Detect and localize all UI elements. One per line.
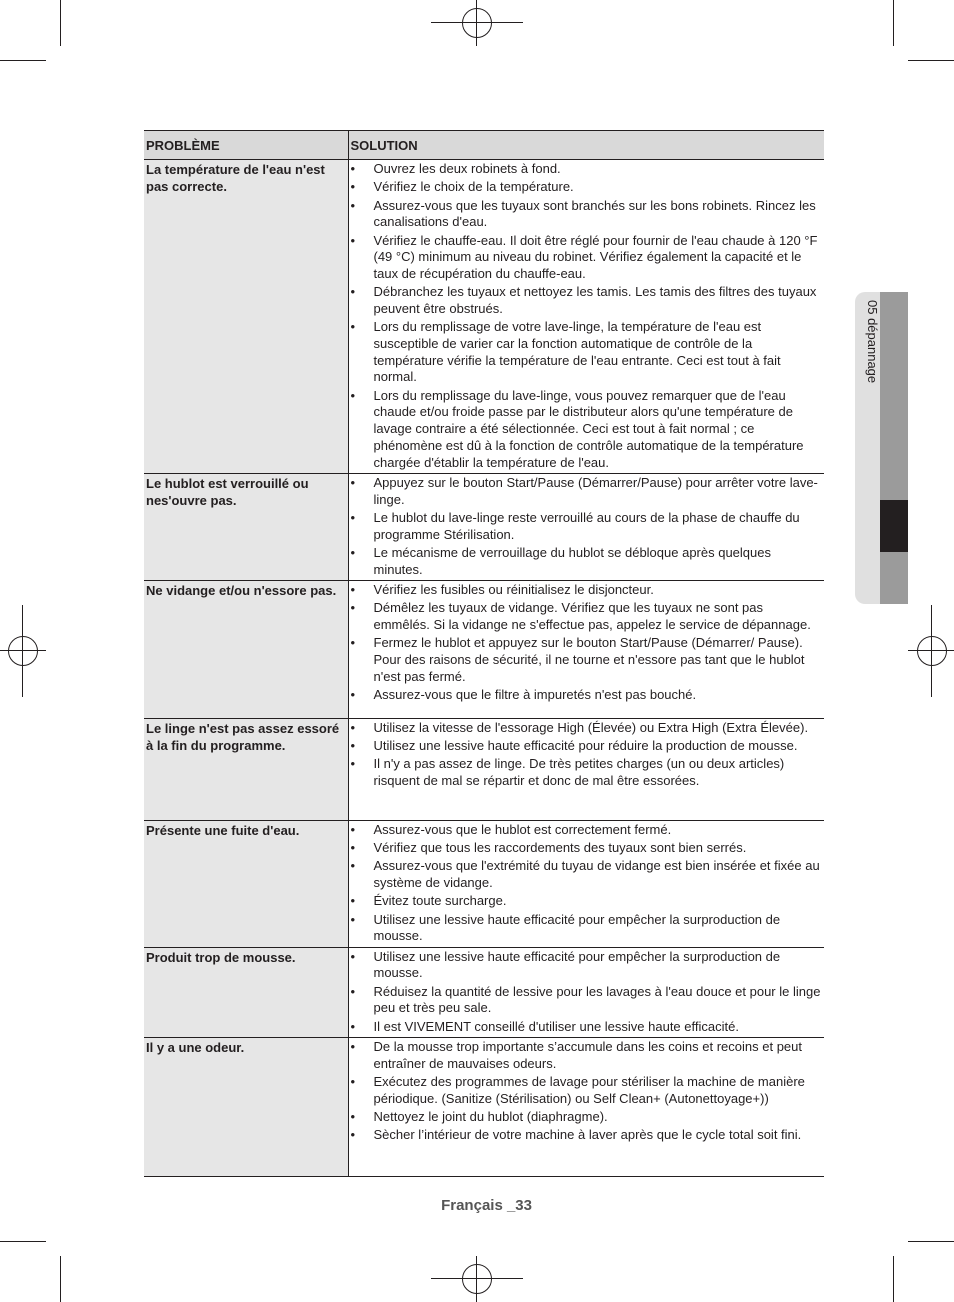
solution-item: • Utilisez la vitesse de l'essorage High (Élevée) ou Extra High (Extra Élevée). xyxy=(349,720,825,737)
table-row xyxy=(144,473,824,580)
solution-item: • Réduisez la quantité de lessive pour les lavages à l'eau douce et pour le linge peu et très peu sale. xyxy=(349,984,825,1017)
solution-item: • Vérifiez les fusibles ou réinitialisez le disjoncteur. xyxy=(349,582,825,599)
registration-mark-circle xyxy=(462,8,492,38)
solution-cell xyxy=(348,580,824,718)
crop-mark xyxy=(60,1256,61,1302)
table-row xyxy=(144,1038,824,1177)
solution-list xyxy=(349,1039,825,1144)
solution-item: • Utilisez une lessive haute efficacité pour empêcher la surproduction de mousse. xyxy=(349,949,825,982)
solution-list xyxy=(349,949,825,1036)
solution-item: • Démêlez les tuyaux de vidange. Vérifiez que les tuyaux ne sont pas emmêlés. Si la vidange ne s'effectue pas, appelez le service de dépannage. xyxy=(349,600,825,633)
solution-item: • Appuyez sur le bouton Start/Pause (Démarrer/Pause) pour arrêter votre lave-linge. xyxy=(349,475,825,508)
problem-cell: Ne vidange et/ou n'essore pas. xyxy=(144,580,348,718)
registration-mark-circle xyxy=(917,636,947,666)
solution-list xyxy=(349,720,825,790)
solution-item: • Il est VIVEMENT conseillé d'utiliser une lessive haute efficacité. xyxy=(349,1019,825,1036)
table-body xyxy=(144,160,824,1177)
registration-mark-circle xyxy=(462,1264,492,1294)
crop-mark xyxy=(893,0,894,46)
problem-cell: Il y a une odeur. xyxy=(144,1038,348,1177)
solution-cell xyxy=(348,718,824,820)
solution-cell xyxy=(348,473,824,580)
crop-mark xyxy=(908,60,954,61)
solution-item: • Le mécanisme de verrouillage du hublot se débloque après quelques minutes. xyxy=(349,545,825,578)
solution-list xyxy=(349,582,825,704)
solution-item: • Utilisez une lessive haute efficacité pour empêcher la surproduction de mousse. xyxy=(349,912,825,945)
crop-mark xyxy=(908,1241,954,1242)
solution-item: • Lors du remplissage du lave-linge, vous pouvez remarquer que de l'eau chaude et/ou froide passe par le distributeur alors qu'une température de lavage contraire a été sélectionnée. Ceci est tout à fait normal ; ce phénomène est dû à la fonction de contrôle automatique de la température chargée d'établir la température de l'eau. xyxy=(349,388,825,472)
chapter-tab-label: 05 dépannage xyxy=(865,300,880,384)
header-problem: PROBLÈME xyxy=(144,131,348,160)
problem-cell: Présente une fuite d'eau. xyxy=(144,820,348,947)
solution-cell xyxy=(348,947,824,1037)
solution-item: • De la mousse trop importante s’accumule dans les coins et recoins et peut entraîner de mauvaises odeurs. xyxy=(349,1039,825,1072)
chapter-tab-marker xyxy=(880,500,908,552)
table-row xyxy=(144,718,824,820)
page-number: Français _33 xyxy=(441,1197,532,1214)
problem-cell: Le linge n'est pas assez essoré à la fin du programme. xyxy=(144,718,348,820)
solution-item: • Vérifiez que tous les raccordements des tuyaux sont bien serrés. xyxy=(349,840,825,857)
crop-mark xyxy=(0,1241,46,1242)
solution-item: • Nettoyez le joint du hublot (diaphragme). xyxy=(349,1109,825,1126)
crop-mark xyxy=(893,1256,894,1302)
problem-cell: Produit trop de mousse. xyxy=(144,947,348,1037)
table-header-row xyxy=(144,131,824,160)
problem-cell: La température de l'eau n'est pas correcte. xyxy=(144,160,348,474)
solution-item: • Fermez le hublot et appuyez sur le bouton Start/Pause (Démarrer/ Pause). Pour des raisons de sécurité, il ne tourne et n'essore pas tant que le hublot n'est pas fermé. xyxy=(349,635,825,685)
header-solution: SOLUTION xyxy=(348,131,824,160)
solution-item: • Débranchez les tuyaux et nettoyez les tamis. Les tamis des filtres des tuyaux peuvent être obstrués. xyxy=(349,284,825,317)
crop-mark xyxy=(0,60,46,61)
table-row xyxy=(144,580,824,718)
solution-cell xyxy=(348,820,824,947)
problem-cell: Le hublot est verrouillé ou nes'ouvre pas. xyxy=(144,473,348,580)
crop-mark xyxy=(60,0,61,46)
chapter-tab-strip xyxy=(880,292,908,604)
solution-item: • Lors du remplissage de votre lave-linge, la température de l'eau est susceptible de varier car la fonction automatique de contrôle de la température vérifie la température de l'eau entrante. Ceci est tout à fait normal. xyxy=(349,319,825,386)
table-row xyxy=(144,947,824,1037)
solution-item: • Il n'y a pas assez de linge. De très petites charges (un ou deux articles) risquent de mal se répartir et donc de mal être essorées. xyxy=(349,756,825,789)
solution-item: • Assurez-vous que le filtre à impuretés n'est pas bouché. xyxy=(349,687,825,704)
solution-item: • Assurez-vous que les tuyaux sont branchés sur les bons robinets. Rincez les canalisations d'eau. xyxy=(349,198,825,231)
troubleshooting-table xyxy=(144,130,824,1177)
solution-item: • Utilisez une lessive haute efficacité pour réduire la production de mousse. xyxy=(349,738,825,755)
solution-list xyxy=(349,475,825,578)
solution-cell xyxy=(348,1038,824,1177)
solution-item: • Vérifiez le choix de la température. xyxy=(349,179,825,196)
solution-item: • Sècher l’intérieur de votre machine à laver après que le cycle total soit fini. xyxy=(349,1127,825,1144)
solution-list xyxy=(349,822,825,945)
table-row xyxy=(144,160,824,474)
solution-item: • Exécutez des programmes de lavage pour stériliser la machine de manière périodique. (Sanitize (Stérilisation) ou Self Clean+ (Autonettoyage+)) xyxy=(349,1074,825,1107)
solution-cell xyxy=(348,160,824,474)
solution-item: • Évitez toute surcharge. xyxy=(349,893,825,910)
solution-list xyxy=(349,161,825,471)
solution-item: • Ouvrez les deux robinets à fond. xyxy=(349,161,825,178)
registration-mark-circle xyxy=(8,636,38,666)
solution-item: • Assurez-vous que le hublot est correctement fermé. xyxy=(349,822,825,839)
table-row xyxy=(144,820,824,947)
solution-item: • Vérifiez le chauffe-eau. Il doit être réglé pour fournir de l'eau chaude à 120 °F (49 °C) minimum au niveau du robinet. Vérifiez également la capacité et le taux de récupération du chauffe-eau. xyxy=(349,233,825,283)
solution-item: • Assurez-vous que l'extrémité du tuyau de vidange est bien insérée et fixée au système de vidange. xyxy=(349,858,825,891)
solution-item: • Le hublot du lave-linge reste verrouillé au cours de la phase de chauffe du programme Stérilisation. xyxy=(349,510,825,543)
